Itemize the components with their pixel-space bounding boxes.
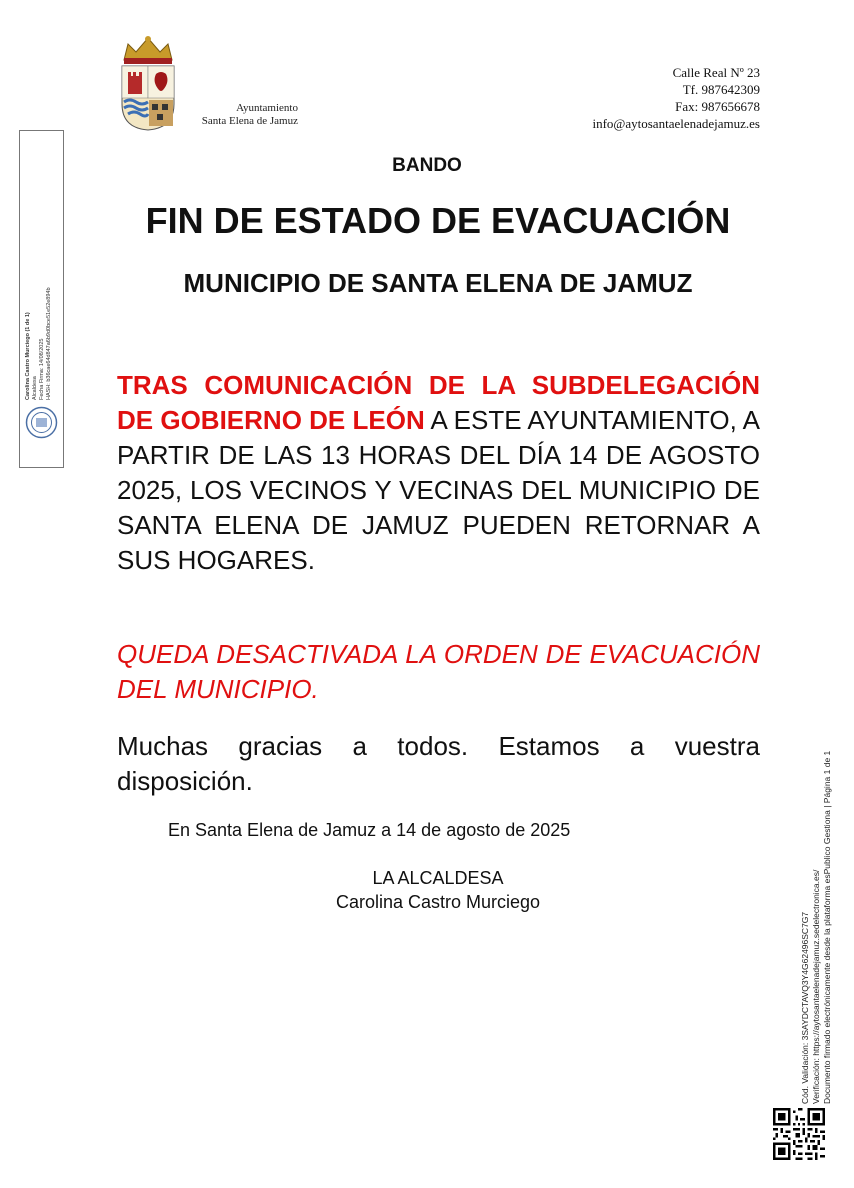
document-title: FIN DE ESTADO DE EVACUACIÓN bbox=[145, 200, 731, 241]
stamp-line-1: Carolina Castro Murciego (1 de 1) bbox=[25, 312, 31, 400]
logo-line-2: Santa Elena de Jamuz bbox=[201, 115, 298, 127]
qr-code-icon[interactable] bbox=[773, 1108, 825, 1160]
logo-line-1: Ayuntamiento bbox=[236, 102, 298, 114]
stamp-line-4: HASH: b36cae64d847a6b9d0bce51e52e894b bbox=[46, 287, 52, 400]
municipal-logo bbox=[114, 32, 298, 132]
contact-phone: Tf. 987642309 bbox=[682, 82, 760, 97]
contact-email[interactable]: info@aytosantaelenadejamuz.es bbox=[592, 116, 760, 131]
evacuation-deactivated-notice: QUEDA DESACTIVADA LA ORDEN DE EVACUACIÓN DEL MUNICIPIO. bbox=[117, 639, 760, 704]
contact-address: Calle Real Nº 23 bbox=[672, 65, 760, 80]
verification-code: Cód. Validación: 3SAYDCTAVQ3Y4G62496SC7G7 bbox=[800, 911, 810, 1104]
logo-caption bbox=[174, 102, 298, 128]
announcement-body: A ESTE AYUNTAMIENTO, A PARTIR DE LAS 13 HORAS DEL DÍA 14 DE AGOSTO 2025, LOS VECINOS Y VECINAS DEL MUNICIPIO DE SANTA ELENA DE JAMUZ PUEDEN RETORNAR A SUS HOGARES. bbox=[117, 405, 760, 575]
coat-of-arms-icon bbox=[118, 34, 178, 132]
verification-platform: Documento firmado electrónicamente desde la plataforma esPublico Gestiona | Página 1 de 1 bbox=[822, 750, 832, 1104]
seal-icon bbox=[25, 406, 58, 439]
thanks-paragraph: Muchas gracias a todos. Estamos a vuestra disposición. bbox=[117, 731, 760, 796]
contact-block bbox=[592, 64, 760, 132]
signature-block bbox=[0, 866, 854, 914]
stamp-line-3: Fecha Firma: 14/08/2025 bbox=[39, 338, 45, 400]
signer-name: Carolina Castro Murciego bbox=[335, 892, 541, 912]
document-subtitle: MUNICIPIO DE SANTA ELENA DE JAMUZ bbox=[183, 268, 693, 298]
announcement-highlight: TRAS COMUNICACIÓN DE LA SUBDELEGACIÓN DE GOBIERNO DE LEÓN bbox=[117, 370, 760, 435]
verification-url[interactable]: Verificación: https://aytosantaelenadejamuz.sedelectronica.es/ bbox=[811, 869, 821, 1104]
contact-fax: Fax: 987656678 bbox=[675, 99, 760, 114]
date-line: En Santa Elena de Jamuz a 14 de agosto de 2025 bbox=[168, 820, 571, 840]
signer-role: LA ALCALDESA bbox=[372, 868, 504, 888]
verification-text bbox=[800, 724, 833, 1104]
stamp-line-2: Alcaldesa bbox=[32, 376, 38, 400]
document-kind: BANDO bbox=[392, 155, 462, 176]
announcement-paragraph bbox=[117, 368, 760, 578]
